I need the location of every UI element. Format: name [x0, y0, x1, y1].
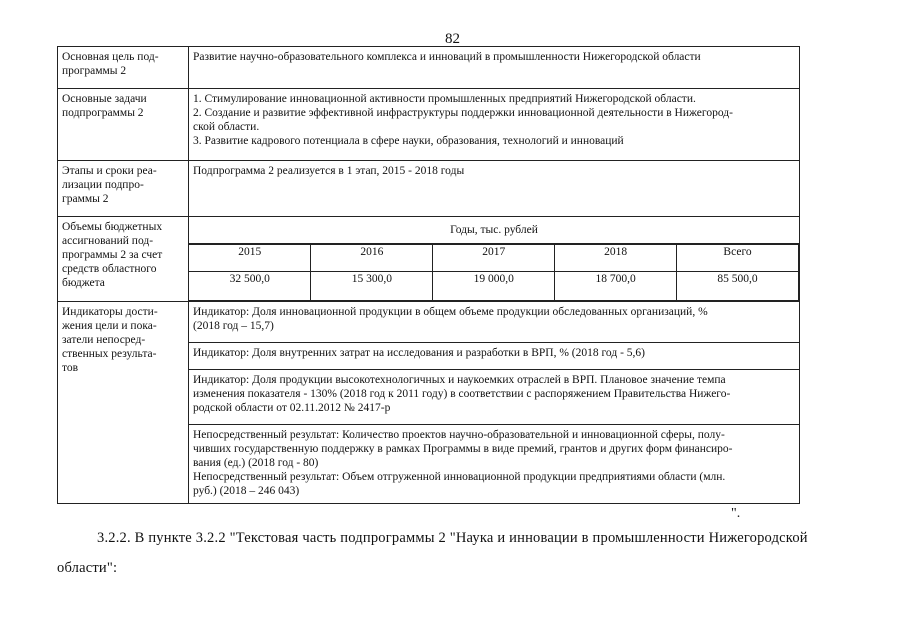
indicator-line: Индикатор: Доля продукции высокотехнологичных и наукоемких отраслей в ВРП. Плановое значение темпа — [193, 374, 726, 386]
indicators-label-line: жения цели и пока- — [62, 320, 157, 332]
indicators-row — [58, 302, 800, 504]
year-value: 32 500,0 — [189, 272, 311, 301]
indicator-line: изменения показателя - 130% (2018 год к 2011 году) в соответствии с распоряжением Правительства Нижего- — [193, 388, 731, 400]
goal-text: Развитие научно-образовательного комплекса и инноваций в промышленности Нижегородской области — [189, 47, 800, 89]
year-header: 2016 — [311, 245, 433, 272]
year-header: 2015 — [189, 245, 311, 272]
stages-row — [58, 161, 800, 217]
tasks-row — [58, 89, 800, 161]
year-value: 15 300,0 — [311, 272, 433, 301]
year-value: 18 700,0 — [555, 272, 677, 301]
budget-label-line: ассигнований под- — [62, 235, 154, 247]
year-header: 2017 — [433, 245, 555, 272]
stages-label — [58, 161, 189, 217]
stages-text: Подпрограмма 2 реализуется в 1 этап, 2015 - 2018 годы — [189, 161, 800, 217]
result-line: Непосредственный результат: Объем отгруженной инновационной продукции предприятиями области (млн. — [193, 471, 726, 483]
budget-row — [58, 217, 800, 302]
tasks-text — [189, 89, 800, 161]
budget-label-line: бюджета — [62, 277, 105, 289]
budget-label-line: Объемы бюджетных — [62, 221, 163, 233]
year-value: 19 000,0 — [433, 272, 555, 301]
closing-quote-mark: ". — [731, 506, 741, 521]
goal-label — [58, 47, 189, 89]
indicator-block — [189, 302, 799, 343]
budget-values-row — [189, 272, 799, 301]
budget-years-row — [189, 245, 799, 272]
page-number: 82 — [445, 31, 460, 47]
budget-label — [58, 217, 189, 302]
result-block — [189, 425, 799, 503]
budget-label-line: программы 2 за счет — [62, 249, 163, 261]
subprogram-passport-table — [57, 46, 800, 504]
indicator-block — [189, 370, 799, 425]
task-line: 3. Развитие кадрового потенциала в сфере науки, образования, технологий и инноваций — [193, 135, 624, 147]
indicator-line: Индикатор: Доля внутренних затрат на исследования и разработки в ВРП, % (2018 год - 5,6) — [193, 347, 645, 359]
task-line: ской области. — [193, 121, 260, 133]
goal-label-line: программы 2 — [62, 65, 127, 77]
indicators-label-line: тов — [62, 362, 79, 374]
indicators-label-line: Индикаторы дости- — [62, 306, 158, 318]
budget-cell — [189, 217, 800, 302]
indicators-cell — [189, 302, 800, 504]
task-line: 1. Стимулирование инновационной активности промышленных предприятий Нижегородской области. — [193, 93, 696, 105]
budget-years-table — [189, 244, 799, 301]
year-header: Всего — [677, 245, 799, 272]
result-line: чивших государственную поддержку в рамках Программы в виде премий, грантов и других форм финансиро- — [193, 443, 733, 455]
stages-label-line: лизации подпро- — [62, 179, 144, 191]
indicators-label-line: затели непосред- — [62, 334, 146, 346]
stages-label-line: граммы 2 — [62, 193, 109, 205]
goal-label-line: Основная цель под- — [62, 51, 159, 63]
result-line: вания (ед.) (2018 год - 80) — [193, 457, 319, 469]
indicators-label — [58, 302, 189, 504]
budget-label-line: средств областного — [62, 263, 157, 275]
result-line: руб.) (2018 – 246 043) — [193, 485, 300, 497]
stages-label-line: Этапы и сроки реа- — [62, 165, 157, 177]
tasks-label — [58, 89, 189, 161]
tasks-label-line: Основные задачи — [62, 93, 147, 105]
indicator-line: родской области от 02.11.2012 № 2417-р — [193, 402, 391, 414]
indicators-label-line: ственных результа- — [62, 348, 157, 360]
budget-title: Годы, тыс. рублей — [189, 217, 799, 244]
indicator-line: Индикатор: Доля инновационной продукции в общем объеме продукции обследованных организаций, % — [193, 306, 708, 318]
body-paragraph: 3.2.2. В пункте 3.2.2 "Текстовая часть подпрограммы 2 "Наука и инновации в промышленности Нижегородской области": — [57, 530, 808, 576]
indicator-block — [189, 343, 799, 370]
result-line: Непосредственный результат: Количество проектов научно-образовательной и инновационной сферы, полу- — [193, 429, 725, 441]
year-header: 2018 — [555, 245, 677, 272]
goal-row — [58, 47, 800, 89]
task-line: 2. Создание и развитие эффективной инфраструктуры поддержки инновационной деятельности в Нижегород- — [193, 107, 733, 119]
year-value: 85 500,0 — [677, 272, 799, 301]
tasks-label-line: подпрограммы 2 — [62, 107, 144, 119]
indicator-line: (2018 год – 15,7) — [193, 320, 274, 332]
